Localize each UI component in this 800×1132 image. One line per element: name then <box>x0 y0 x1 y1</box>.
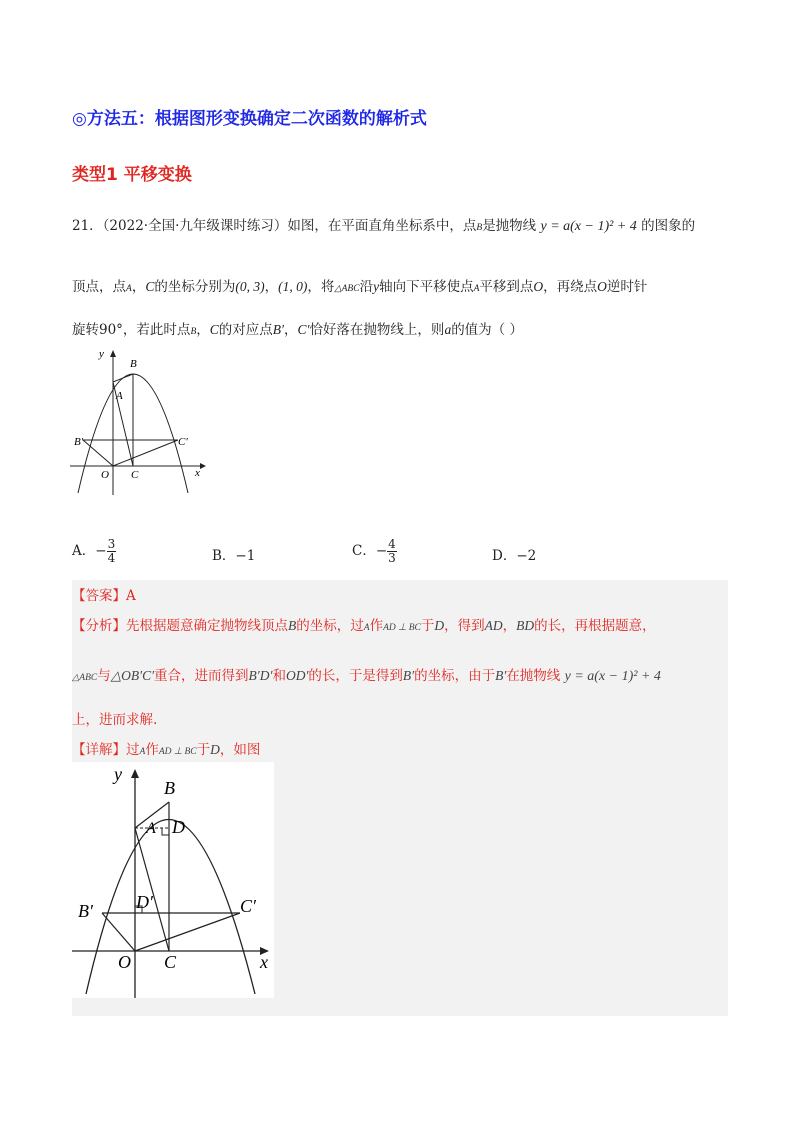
answer-line: 【答案】A <box>72 588 136 604</box>
question-line-3: 旋转90°，若此时点B，C的对应点B′，C′恰好落在抛物线上，则a的值为（ ） <box>72 322 523 338</box>
label-c: C <box>164 952 177 972</box>
analysis-line-2: △ABC与△OB′C′重合，进而得到B′D′和OD′的长，于是得到B′的坐标，由于B′在抛物线 y = a(x − 1)² + 4 <box>72 668 661 684</box>
detail-figure <box>72 762 274 998</box>
segment-o-cp <box>113 440 178 466</box>
label-b-prime: B′ <box>78 901 93 921</box>
choice-c[interactable]: C．− $\frac{4}{3}$ <box>352 537 396 565</box>
label-o: O <box>101 469 109 481</box>
detail-line: 【详解】过A作AD ⊥ BC于D，如图 <box>72 742 261 758</box>
analysis-line-1: 【分析】先根据题意确定抛物线顶点B的坐标，过A作AD ⊥ BC于D，得到AD，BD的长，再根据题意， <box>72 618 656 634</box>
choice-d[interactable]: D．−2 <box>492 548 537 564</box>
label-b: B <box>130 358 137 370</box>
segment-o-bp <box>83 440 113 466</box>
choice-b[interactable]: B．−1 <box>212 548 256 564</box>
label-c-prime: C′ <box>240 896 256 916</box>
label-b-prime: B′ <box>74 436 84 448</box>
segment-ab <box>113 374 133 382</box>
label-y: y <box>114 764 122 784</box>
label-c-prime: C′ <box>178 436 188 448</box>
analysis-line-3: 上，进而求解. <box>72 712 158 728</box>
label-a: A <box>146 820 156 837</box>
choice-a[interactable]: A．− $\frac{3}{4}$ <box>72 537 116 565</box>
question-line-2: 顶点，点A，C的坐标分别为(0, 3)，(1, 0)，将△ABC沿y轴向下平移使点A平移到点O，再绕点O逆时针 <box>72 279 648 295</box>
label-b: B <box>164 778 175 798</box>
x-axis-arrow <box>200 463 206 469</box>
label-d: D <box>172 817 185 837</box>
label-x: x <box>195 467 200 479</box>
label-x: x <box>260 952 268 972</box>
question-line-1: 21．（2022·全国·九年级课时练习）如图，在平面直角坐标系中，点B是抛物线 y = a(x − 1)² + 4 的图象的 <box>72 218 696 234</box>
question-figure <box>70 345 210 497</box>
label-d-prime: D′ <box>136 892 153 912</box>
label-a: A <box>116 390 123 402</box>
label-o: O <box>118 952 131 972</box>
label-y: y <box>99 348 104 360</box>
label-c: C <box>131 469 139 481</box>
y-axis-arrow <box>110 350 116 357</box>
section-title: ◎方法五：根据图形变换确定二次函数的解析式 <box>72 109 427 129</box>
type-title: 类型1 平移变换 <box>72 165 192 185</box>
